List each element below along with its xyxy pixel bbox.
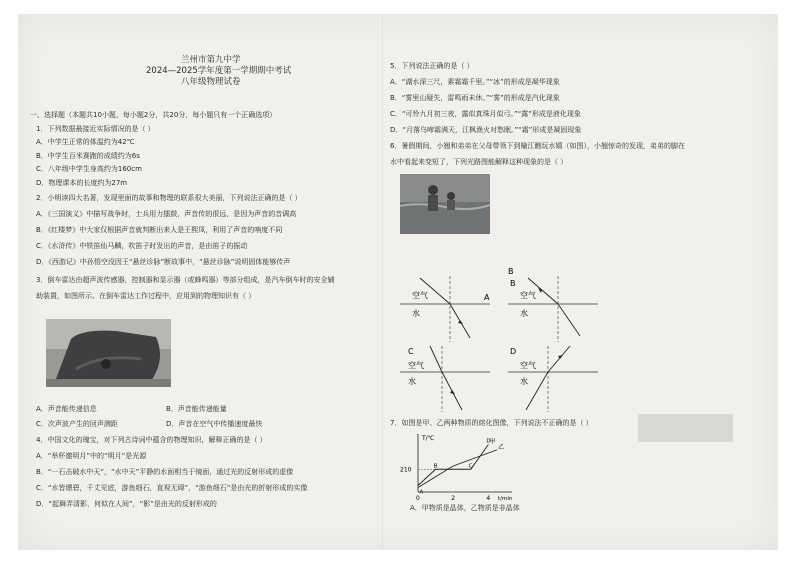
point-label: A xyxy=(419,489,424,496)
air-label: 空气 xyxy=(520,361,536,370)
q3-option-c: C．次声波产生的回声测距 xyxy=(36,420,118,428)
y-axis-label: T/℃ xyxy=(422,435,435,442)
melting-chart xyxy=(398,432,518,502)
water-label: 水 xyxy=(520,377,528,386)
q1-option-d: D．物理课本的长度约为27m xyxy=(36,179,128,187)
q6-stem-line2: 水中看起来变短了，下列光路图能解释这种现象的是（ ） xyxy=(390,158,568,166)
q4-stem: 4．中国文化的瑰宝，对下列古诗词中蕴含的物理知识，解释正确的是（ ） xyxy=(36,436,267,444)
series-line-2 xyxy=(418,450,497,488)
water-label: 水 xyxy=(408,377,416,386)
ray-diagram-b xyxy=(508,267,598,342)
q5-option-d: D．“月落乌啼霜满天，江枫渔火对愁眠。”“霜”形成是凝固现象 xyxy=(390,126,582,134)
x-tick-label: 0 xyxy=(416,495,420,502)
air-label: 空气 xyxy=(520,291,536,300)
ray-diagram-d xyxy=(508,346,598,412)
series-line-1 xyxy=(418,445,488,486)
q5-stem: 5．下列说法正确的是（ ） xyxy=(390,62,474,70)
subject-title: 八年级物理试卷 xyxy=(181,77,241,87)
q3-stem-line2: 助装置，如图所示。在倒车雷达工作过程中，应用到的物理知识有（ ） xyxy=(36,292,256,300)
q2-stem: 2．小明读四大名著，发现里面的故事和物理的联系很大美丽，下列说法正确的是（ ） xyxy=(36,194,302,202)
q7-option-a: A．甲物质是晶体，乙物质是非晶体 xyxy=(410,504,520,512)
point-label: C xyxy=(468,463,473,470)
q4-option-c: C．“水皆缥碧，千丈见底，游鱼细石，直视无碍”，“游鱼细石”是由光的折射形成的实像 xyxy=(36,484,308,492)
q2-option-b: B．《红楼梦》中大家仅根据声音就判断出来人是王熙凤，利用了声音的响度不同 xyxy=(36,226,283,234)
q4-option-a: A．“举杯邀明月”中的“明月”是光源 xyxy=(36,452,147,460)
q3-option-a: A．声音能传递信息 xyxy=(36,405,97,413)
series-label: 乙 xyxy=(498,443,505,451)
air-label: 空气 xyxy=(412,291,428,300)
q1-stem: 1．下列数据最接近实际情况的是（ ） xyxy=(36,125,155,133)
q2-option-d: D．《西游记》中孙悟空没因王“悬丝诊脉”断故事中，“悬丝诊脉”说明固体能够传声 xyxy=(36,258,291,266)
point-label: D xyxy=(486,438,491,445)
q5-option-c: C．“可怜九月初三夜，露似真珠月似弓。”“露”形成是液化现象 xyxy=(390,110,581,118)
q3-stem-line1: 3．倒车雷达由超声波传感器，控制器和显示器（或蜂鸣器）等部分组成，是汽车倒车时的安全辅 xyxy=(36,276,335,284)
parking-sensor-photo xyxy=(46,319,171,387)
diagram-b-label: B xyxy=(508,267,514,276)
q7-stem: 7．如图是甲、乙两种物质的熔化图像，下列说法不正确的是（ ） xyxy=(390,419,593,427)
y-tick-label: 210 xyxy=(400,466,412,474)
x-axis-label: t/min xyxy=(498,496,513,502)
ray-diagram-c xyxy=(400,346,490,412)
q2-option-a: A．《三国演义》中描写战争时，士兵用力擂鼓，声音传的很远，是因为声音的音调高 xyxy=(36,210,297,218)
diagram-b-tag: B xyxy=(510,279,516,288)
ray-diagram-a xyxy=(400,276,490,342)
exam-sheet xyxy=(18,14,778,550)
q6-stem-line1: 6．暑假期间，小翘和弟弟在父母带领下到榆江瞧玩水嬉（如图），小翘惊奇的发现，弟弟的脚在 xyxy=(390,142,685,150)
diagram-a-label: A xyxy=(484,293,490,302)
x-tick-label: 2 xyxy=(451,495,456,502)
q5-option-b: B．“雾里山疑失，雷鸣雨未休。”“雾”的形成是汽化现象 xyxy=(390,94,560,102)
q5-option-a: A．“湖水深三尺，素霜霜千里。”“冰”的形成是凝华现象 xyxy=(390,78,560,86)
diagram-d-label: D xyxy=(510,347,517,356)
series-label: 甲 xyxy=(489,438,496,446)
swimming-photo xyxy=(400,174,490,234)
q4-option-d: D．“起舞弄清影，何似在人间”，“影”是由光的反射形成的 xyxy=(36,500,217,508)
q4-option-b: B．“一石击破水中天”，“水中天”平静的水面相当于镜面，通过光的反射形成的虚像 xyxy=(36,468,294,476)
exam-title: 2024—2025学年度第一学期期中考试 xyxy=(146,66,292,76)
q3-option-b: B．声音能传递能量 xyxy=(166,405,227,413)
section-title: 一、选择题（本题共10小题，每小题2分，共20分，每小题只有一个正确选项） xyxy=(30,111,277,119)
q1-option-b: B．中学生百米赛跑的成绩约为6s xyxy=(36,152,140,160)
school-name: 兰州市第九中学 xyxy=(181,55,241,65)
point-label: B xyxy=(433,463,438,470)
x-tick-label: 4 xyxy=(486,495,491,502)
ruler-strip xyxy=(638,414,733,442)
air-label: 空气 xyxy=(408,361,424,370)
q1-option-a: A．中学生正常的体温约为42℃ xyxy=(36,138,135,146)
q2-option-c: C．《水浒传》中铁笛仙马麟，吹笛子时发出的声音，是由笛子的振动 xyxy=(36,242,248,250)
page-fold xyxy=(382,14,383,550)
q3-option-d: D．声音在空气中传播速度最快 xyxy=(166,420,263,428)
q1-option-c: C．八年级中学生身高约为160cm xyxy=(36,165,142,173)
diagram-c-label: C xyxy=(408,347,414,356)
water-label: 水 xyxy=(412,309,420,318)
water-label: 水 xyxy=(520,309,528,318)
